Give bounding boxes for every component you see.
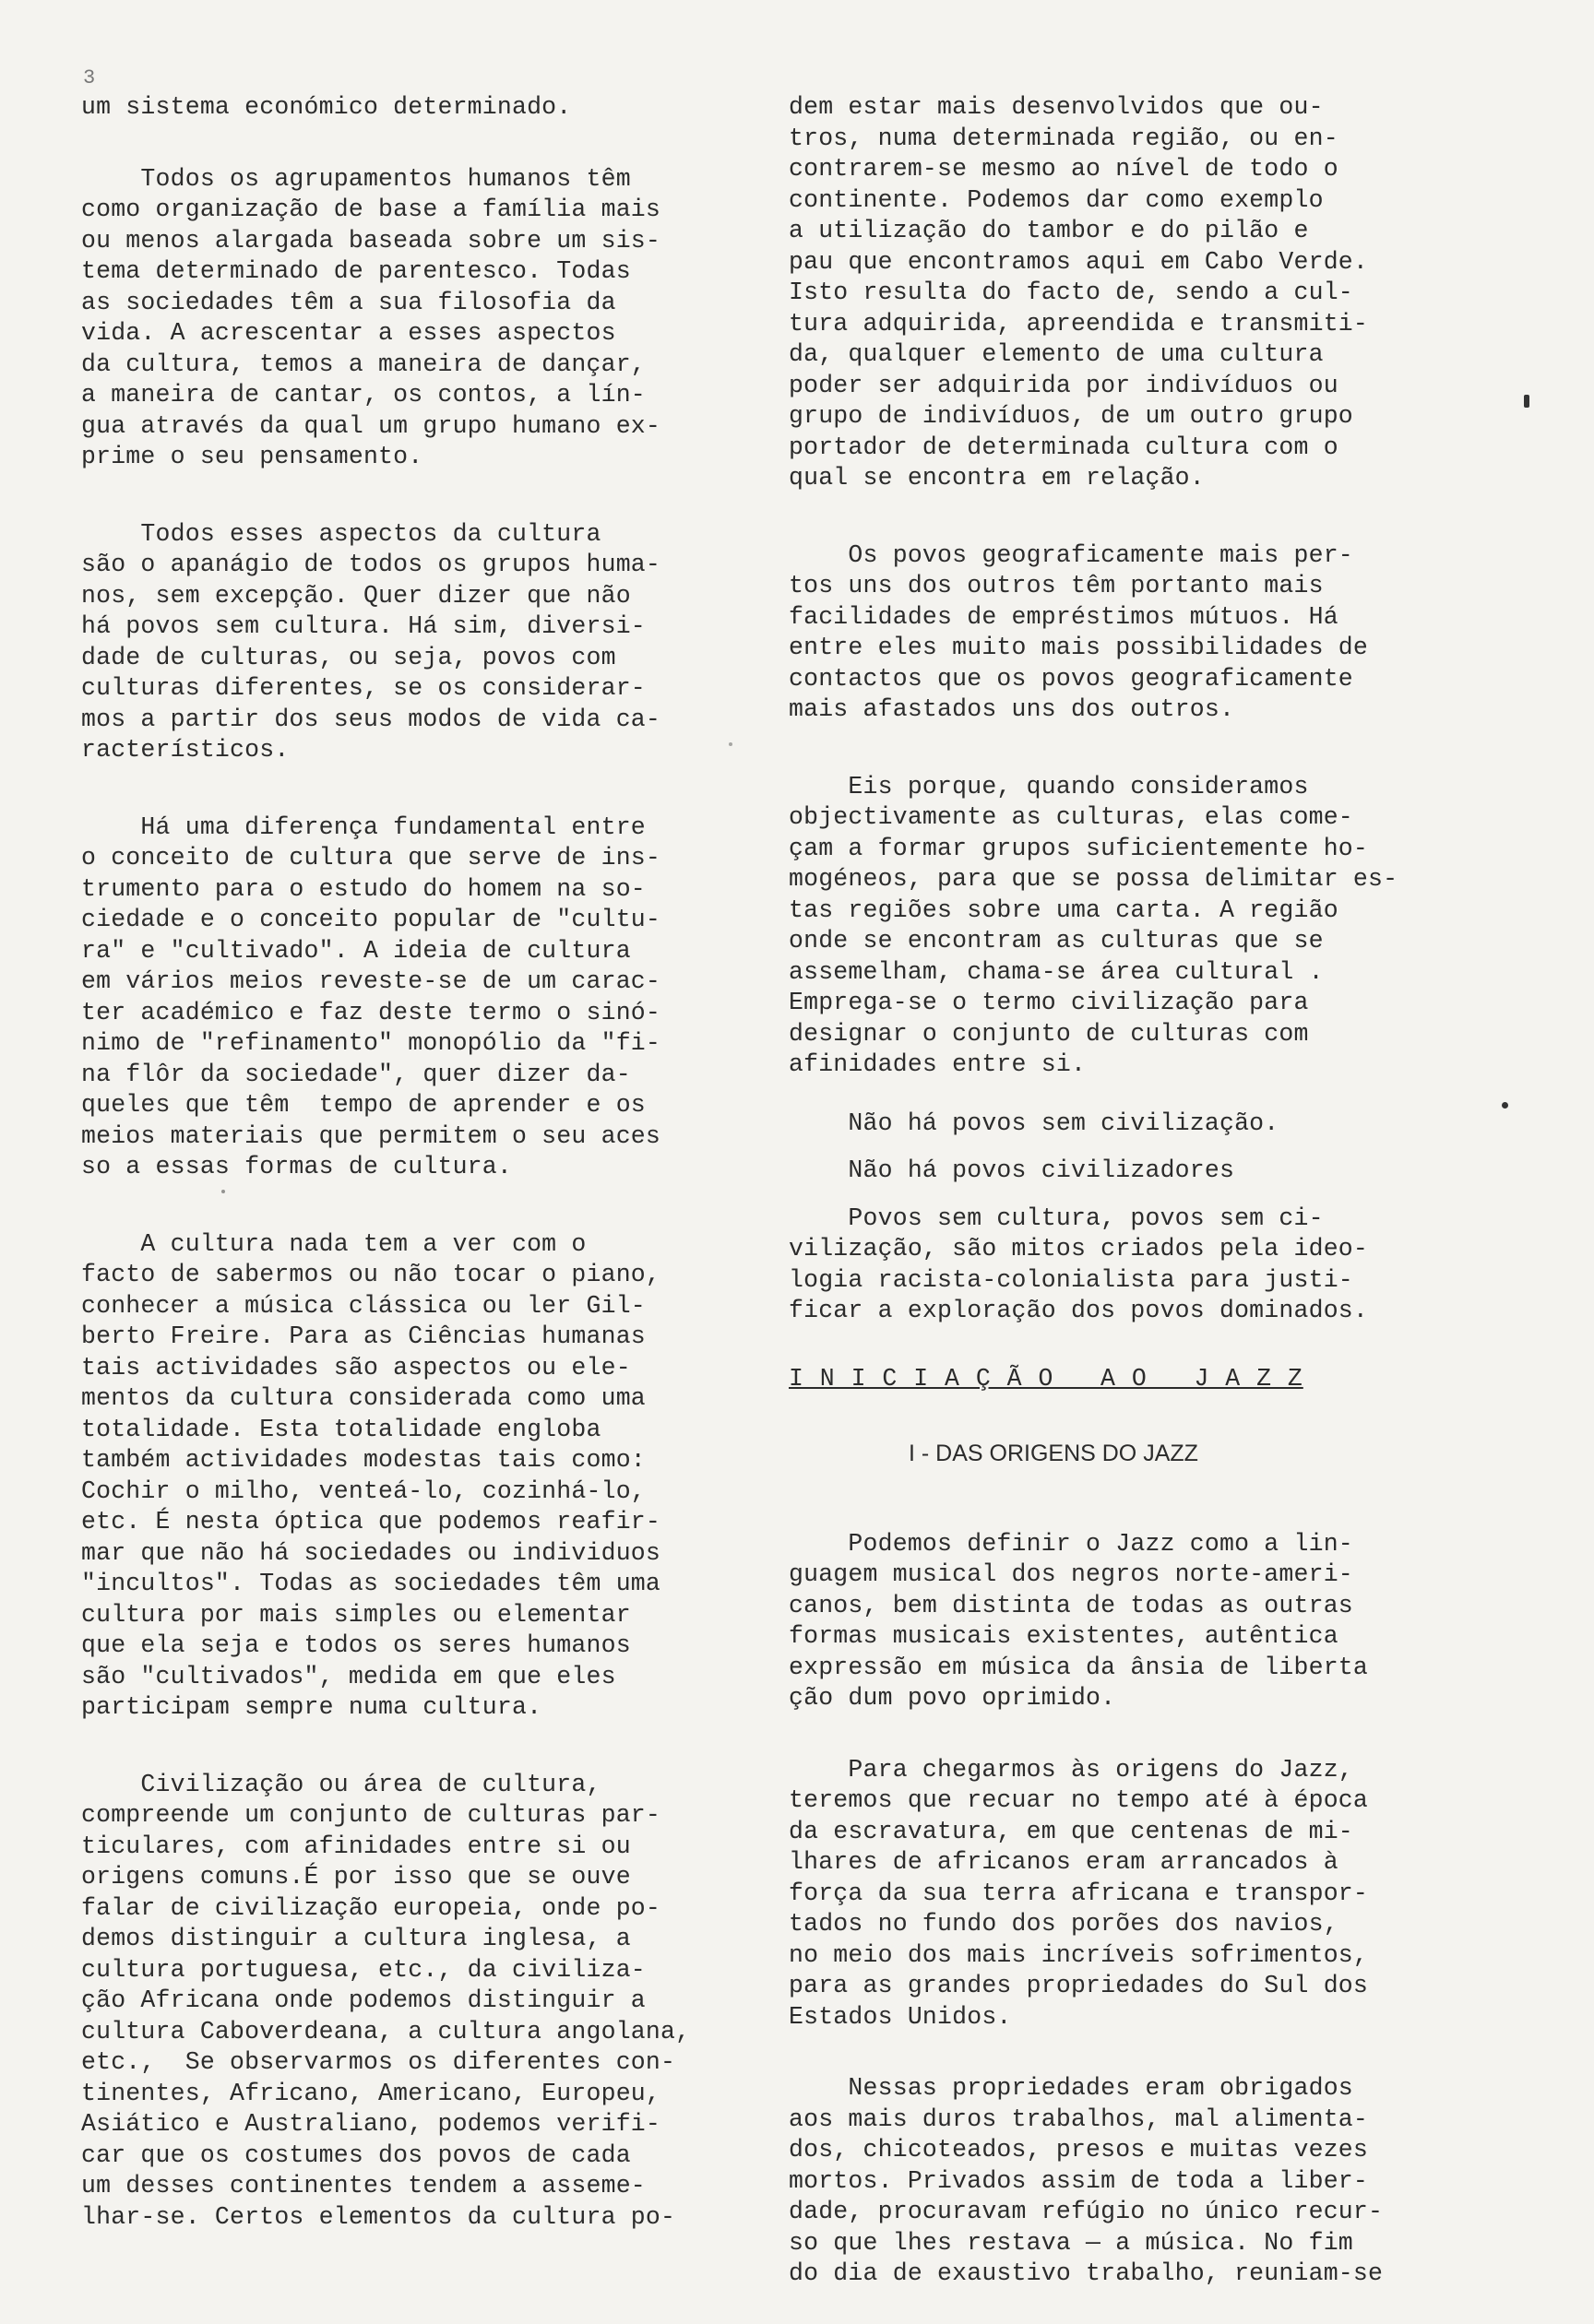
statement-no-peoples-without-civilization: Não há povos sem civilização. xyxy=(789,1109,1279,1137)
ink-speck xyxy=(729,742,732,746)
section-title-jazz: I N I C I A Ç Ã O A O J A Z Z xyxy=(789,1364,1303,1393)
statement-no-civilizing-peoples: Não há povos civilizadores xyxy=(789,1156,1235,1184)
left-column xyxy=(81,92,764,2279)
paragraph-myths: Povos sem cultura, povos sem ci- vilização, são mitos criados pela ideo- logia racista-colonialista para justi- ficar a exploração dos povos dominados. xyxy=(789,1204,1369,1324)
paragraph-human-groups: Todos os agrupamentos humanos têm como organização de base a família mais ou menos alargada baseada sobre um sis- tema determinado de parentesco. Todas as sociedades têm a sua filosofia da vida. A acrescentar a esses aspectos da cultura, temos a maneira de dançar, a maneira de cantar, os contos, a lín- gua através da qual um grupo humano ex- prime o seu pensamento. xyxy=(81,164,661,470)
paragraph-civilization: Civilização ou área de cultura, compreende um conjunto de culturas par- ticulares, com afinidades entre si ou origens comuns.É por isso que se ouve falar de civilização europeia, onde po- demos distinguir a cultura inglesa, a cultura portuguesa, etc., da civiliza- ção Africana onde podemos distinguir a cultura Caboverdeana, a cultura angolana, etc., Se observarmos os diferentes con- tinentes, Africano, Americano, Europeu, Asiático e Australiano, podemos verifi- car que os costumes dos povos de cada um desses continentes tendem a asseme- lhar-se. Certos elementos da cultura po- xyxy=(81,1770,691,2231)
ink-speck xyxy=(1524,395,1529,408)
paragraph-geographic-proximity: Os povos geograficamente mais per- tos uns dos outros têm portanto mais facilidades de empréstimos mútuos. Há entre eles muito mais possibilidades de contactos que os povos geograficamente mais afastados uns dos outros. xyxy=(789,540,1369,723)
ink-speck xyxy=(221,1190,225,1193)
paragraph-continent-elements: dem estar mais desenvolvidos que ou- tros, numa determinada região, ou en- contrarem-se mesmo ao nível de todo o continente. Podemos dar como exemplo a utilização do tambor e do pilão e pau que encontramos aqui em Cabo Verde. Isto resulta do facto de, sendo a cul- tura adquirida, apreendida e transmiti- da, qualquer elemento de uma cultura poder ser adquirida por indivíduos ou grupo de indivíduos, de um outro grupo portador de determinada cultura com o qual se encontra em relação. xyxy=(789,93,1369,492)
ink-speck xyxy=(1502,1102,1508,1109)
paragraph-cultural-area: Eis porque, quando consideramos objectivamente as culturas, elas come- çam a formar grupos suficientemente ho- mogéneos, para que se possa delimitar es- tas regiões sobre uma carta. A região onde se encontram as culturas que se assemelham, chama-se área cultural . Emprega-se o termo civilização para designar o conjunto de culturas com afinidades entre si. xyxy=(789,772,1398,1078)
paragraph-fundamental-difference: Há uma diferença fundamental entre o conceito de cultura que serve de ins- trumento para o estudo do homem na so- ciedade e o conceito popular de "cultu- ra" e "cultivado". A ideia de cultura em vários meios reveste-se de um carac- ter académico e faz deste termo o sinó- nimo de "refinamento" monopólio da "fi- na flôr da sociedade", quer dizer da- queles que têm tempo de aprender e os meios materiais que permitem o seu aces so a essas formas de cultura. xyxy=(81,812,661,1180)
paragraph-plantations: Nessas propriedades eram obrigados aos mais duros trabalhos, mal alimenta- dos, chicoteados, presos e muitas vezes mortos. Privados assim de toda a liber- dade, procuravam refúgio no único recur- so que lhes restava — a música. No fim do dia de exaustivo trabalho, reuniam-se xyxy=(789,2074,1384,2287)
paragraph-all-aspects: Todos esses aspectos da cultura são o apanágio de todos os grupos huma- nos, sem excepção. Quer dizer que não há povos sem cultura. Há sim, diversi- dade de culturas, ou seja, povos com culturas diferentes, se os considerar- mos a partir dos seus modos de vida ca- racterísticos. xyxy=(81,519,661,764)
page-number: 3 xyxy=(83,66,96,89)
paragraph-jazz-definition: Podemos definir o Jazz como a lin- guagem musical dos negros norte-ameri- canos, bem distinta de todas as outras formas musicais existentes, autêntica expressão em música da ânsia de liberta ção dum povo oprimido. xyxy=(789,1529,1369,1712)
subtitle-origins: I - DAS ORIGENS DO JAZZ xyxy=(909,1440,1198,1466)
right-column xyxy=(789,92,1471,2290)
paragraph-continuation: um sistema económico determinado. xyxy=(81,93,572,121)
paragraph-slavery: Para chegarmos às origens do Jazz, teremos que recuar no tempo até à época da escravatura, em que centenas de mi- lhares de africanos eram arrancados à força da sua terra africana e transpor- tados no fundo dos porões dos navios, no meio dos mais incríveis sofrimentos, para as grandes propriedades do Sul dos Estados Unidos. xyxy=(789,1755,1369,2031)
paragraph-culture-piano: A cultura nada tem a ver com o facto de sabermos ou não tocar o piano, conhecer a música clássica ou ler Gil- berto Freire. Para as Ciências humanas tais actividades são aspectos ou ele- mentos da cultura considerada como uma totalidade. Esta totalidade engloba também actividades modestas tais como: Cochir o milho, venteá-lo, cozinhá-lo, etc. É nesta óptica que podemos reafir- mar que não há sociedades ou individuos "incultos". Todas as sociedades têm uma cultura por mais simples ou elementar que ela seja e todos os seres humanos são "cultivados", medida em que eles participam sempre numa cultura. xyxy=(81,1229,661,1721)
